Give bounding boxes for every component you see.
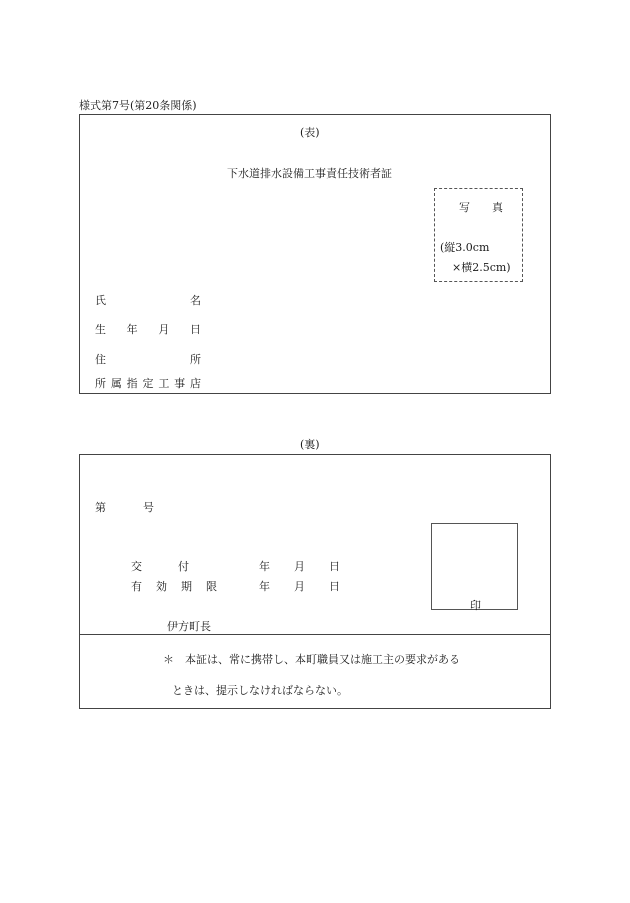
photo-label: 写 真 <box>459 201 503 214</box>
field-contractor-label <box>95 375 201 391</box>
issued-char: 交 <box>131 560 142 573</box>
field-contractor-char: 属 <box>110 377 122 390</box>
issued-date-char: 月 <box>294 560 305 573</box>
field-birthdate-char: 年 <box>126 323 138 336</box>
field-birthdate-char: 生 <box>95 323 106 336</box>
valid-until-date <box>259 578 340 594</box>
front-side-label: (表) <box>300 126 320 139</box>
valid-until-date-char: 日 <box>329 580 340 593</box>
issued-label <box>131 558 189 574</box>
field-name-char: 氏 <box>95 294 106 307</box>
note-line-2: ときは、提示しなければならない。 <box>172 684 348 697</box>
form-number: 様式第7号(第20条関係) <box>79 99 197 112</box>
certificate-title: 下水道排水設備工事責任技術者証 <box>227 167 392 180</box>
valid-until-char: 効 <box>156 580 167 593</box>
valid-until-date-char: 年 <box>259 580 270 593</box>
field-contractor-char: 事 <box>174 377 186 390</box>
valid-until-char: 限 <box>206 580 217 593</box>
field-address-char: 住 <box>95 353 106 366</box>
number-char: 第 <box>95 501 106 514</box>
issuer-name: 伊方町長 <box>167 620 211 633</box>
issued-char: 付 <box>178 560 189 573</box>
number-char: 号 <box>143 501 154 514</box>
issued-date-char: 年 <box>259 560 270 573</box>
field-contractor-char: 定 <box>142 377 154 390</box>
valid-until-char: 期 <box>181 580 192 593</box>
field-name-char: 名 <box>190 294 201 307</box>
issued-date-char: 日 <box>329 560 340 573</box>
valid-until-char: 有 <box>131 580 142 593</box>
certificate-number-label <box>95 499 154 515</box>
field-birthdate-char: 日 <box>189 323 201 336</box>
field-address-char: 所 <box>190 353 201 366</box>
back-divider <box>79 634 551 635</box>
back-side-label: (裏) <box>300 438 320 451</box>
field-contractor-char: 工 <box>158 377 170 390</box>
field-name-label <box>95 292 201 308</box>
field-contractor-char: 所 <box>95 377 106 390</box>
field-contractor-char: 指 <box>126 377 138 390</box>
valid-until-label <box>131 578 217 594</box>
field-address-label <box>95 351 201 367</box>
photo-size-line2: ×横2.5cm) <box>452 261 511 274</box>
note-line-1: ＊ 本証は、常に携帯し、本町職員又は施工主の要求がある <box>163 653 460 666</box>
photo-size-line1: (縦3.0cm <box>440 241 490 254</box>
seal-label: 印 <box>470 599 481 612</box>
issued-date <box>259 558 340 574</box>
field-contractor-char: 店 <box>189 377 201 390</box>
valid-until-date-char: 月 <box>294 580 305 593</box>
field-birthdate-label <box>95 321 201 337</box>
field-birthdate-char: 月 <box>158 323 170 336</box>
